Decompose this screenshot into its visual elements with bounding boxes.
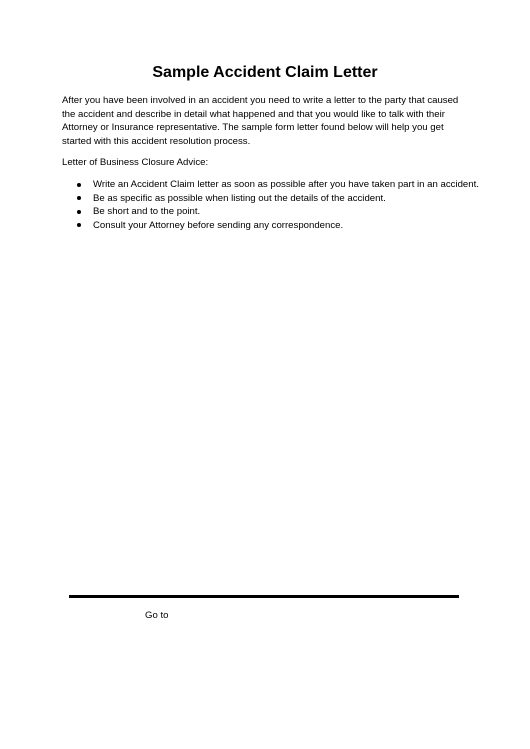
document-title: Sample Accident Claim Letter: [152, 64, 378, 81]
bullet-icon: [77, 196, 81, 200]
list-item: [62, 219, 472, 233]
list-item-text: Be short and to the point.: [93, 206, 201, 218]
list-item-text: Consult your Attorney before sending any correspondence.: [93, 219, 344, 231]
footer-divider: [69, 595, 459, 598]
list-item: [62, 192, 472, 206]
bullet-icon: [77, 210, 81, 214]
go-to-link[interactable]: Go to: [145, 610, 169, 621]
list-item: [62, 178, 479, 192]
bullet-icon: [77, 183, 81, 187]
list-item-text: Be as specific as possible when listing out the details of the accident.: [93, 192, 386, 204]
letter-subheading: Letter of Business Closure Advice:: [62, 157, 209, 168]
list-item: [62, 205, 472, 219]
tips-list: [62, 178, 479, 232]
intro-paragraph: After you have been involved in an accident you need to write a letter to the party that caused the accident and describe in detail what happened and that you would like to talk with their Attorney or Insurance representative. The sample form letter found below will help you get started with this accident resolution process.: [62, 95, 459, 147]
list-item-text: Write an Accident Claim letter as soon as possible after you have taken part in an accident.: [93, 179, 479, 190]
bullet-icon: [77, 223, 81, 227]
